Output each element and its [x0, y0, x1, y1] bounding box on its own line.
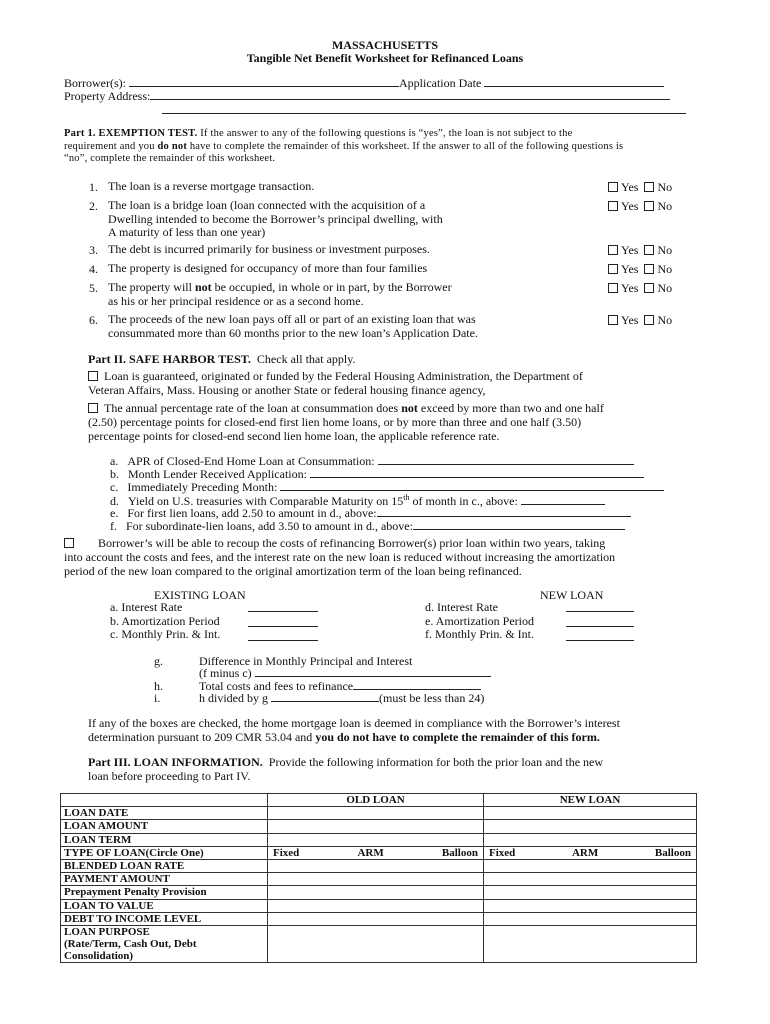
q4-yes-no: Yes No — [608, 262, 672, 277]
table-header-row — [61, 794, 697, 807]
new-loan-amount-cell[interactable] — [484, 820, 697, 833]
option1-checkbox[interactable] — [88, 371, 98, 381]
new-loan-term-cell[interactable] — [484, 833, 697, 846]
loan-information-table — [60, 793, 697, 963]
new-loan-purpose-cell[interactable] — [484, 925, 697, 962]
old-balloon-option[interactable]: Balloon — [441, 846, 478, 859]
table-row: DEBT TO INCOME LEVEL — [61, 912, 697, 925]
table-row: LOAN TO VALUE — [61, 899, 697, 912]
old-loan-purpose-cell[interactable] — [268, 925, 484, 962]
new-loan-type-cell — [484, 846, 697, 859]
part3-heading: Part III. LOAN INFORMATION. — [88, 755, 263, 769]
form-title: Tangible Net Benefit Worksheet for Refinanced Loans — [246, 51, 524, 65]
total-costs-field[interactable] — [353, 679, 481, 690]
table-row: LOAN DATE — [61, 807, 697, 820]
q5-no-checkbox[interactable] — [644, 283, 654, 293]
q2-yes-checkbox[interactable] — [608, 201, 618, 211]
worksheet-page: MASSACHUSETTS Tangible Net Benefit Worksheet for Refinanced Loans Borrower(s): Application Date Property Address: Part 1. EXEMPTION TEST. If the answer to any of the following questions is “yes”, the loan is not subject to the requirement and you do not have to complete the remainder of this worksheet. If the answer to all of the following questions is “no”, complete the remainder of this worksheet. 1. The loan is a reverse mortgage transaction. 2. The loan is a bridge loan (loan connected with the acquisition of a Dwelling intended to become the Borrower’s principal dwelling, with A maturity of less than one year) 3. The debt is incurred primarily for business or investment purposes. 4. The property is designed for occupancy of more than four families 5. The property will not be occupied, in whole or in part, by the Borrower as his or her principal residence or as a second home. 6. The proceeds of the new loan pays off all or part of an existing loan that was consummated more than 60 months prior to the new loan’s Application Date. Yes No Yes No Yes No Yes No Yes No Yes No Part II. SAFE HARBOR TEST. Check all that apply. Loan is guaranteed, originated or funded by the Federal Housing Administration, the Department of Veteran Affairs, Mass. Housing or another State or federal housing finance agency, The annual percentage rate of the loan at consummation does not exceed by more than two and one half (2.50) percentage points for closed-end first lien home loans, or by more than three and one half (3.50) percentage points for closed-end second lien home loan, the applicable reference rate. a. APR of Closed-End Home Loan at Consummation: b. Month Lender Received Application: c. Immediately Preceding Month: d. Yield on U.S. treasuries with Comparable Maturity on 15th of month in c., above: e. For first lien loans, add 2.50 to amount in d., above: f. For subordinate-lien loans, add 3.50 to amount in d., above: Borrower’s will be able to recoup the costs of refinancing Borrower(s) prior loan within two years, taking into account the costs and fees, and the interest rate on the new loan is reduced without increasing the amortization period of the new loan compared to the original amortization term of the loan being refinanced. EXISTING LOAN NEW LOAN a. Interest Rate b. Amortization Period c. Monthly Prin. & Int. d. Interest Rate e. Amortization Period f. Monthly Prin. & Int. g. Difference in Monthly Principal and Interest (f minus c) h. Total costs and fees to refinance i. h divided by g (must be less than 24) If any of the boxes are checked, the home mortgage loan is deemed in compliance with the Borrower’s interest determination pursuant to 209 CMR 53.04 and you do not have to complete the remainder of this form. Part III. LOAN INFORMATION. Provide the following information for both the prior loan and the new loan before proceeding to Part IV. OLD LOAN NEW LOAN LOAN DATE LOAN AMOUNT LOAN TERM TYPE OF LOAN(Circle One) Fixed ARM Balloon Fixed ARM Balloon BLENDED LOAN RATE PAYMENT AMOUNT Prepayment Penalty Provision LOAN TO VALUE DEBT TO INCOME LEVEL LOAN PURPOSE (Rate/Term, Cash Out, Debt Consolidation) — [0, 0, 770, 1024]
q1-yes-no: Yes No — [608, 180, 672, 195]
q3-yes-checkbox[interactable] — [608, 245, 618, 255]
subordinate-lien-field[interactable] — [413, 519, 625, 530]
new-loan-rows: d. Interest Rate e. Amortization Period f. Monthly Prin. & Int. — [425, 600, 535, 641]
q1-no-checkbox[interactable] — [644, 182, 654, 192]
new-interest-rate-field[interactable] — [566, 601, 634, 612]
safe-harbor-option-2: The annual percentage rate of the loan at consummation does not exceed by more than two and one half (2.50) percentage points for closed-end first lien home loans, or by more than three and one half (3.50) percentage points for closed-end second lien home loan, the applicable reference rate. — [88, 401, 604, 443]
q1-yes-checkbox[interactable] — [608, 182, 618, 192]
q2-no-checkbox[interactable] — [644, 201, 654, 211]
new-blended-rate-cell[interactable] — [484, 859, 697, 872]
new-loan-heading: NEW LOAN — [540, 588, 604, 602]
old-loan-term-cell[interactable] — [268, 833, 484, 846]
existing-loan-fields — [248, 601, 318, 641]
option3-checkbox[interactable] — [64, 538, 74, 548]
new-loan-fields — [566, 601, 634, 641]
existing-loan-heading: EXISTING LOAN — [154, 588, 246, 602]
new-prepayment-cell[interactable] — [484, 886, 697, 899]
old-payment-amount-cell[interactable] — [268, 873, 484, 886]
existing-interest-rate-field[interactable] — [248, 601, 318, 612]
new-monthly-pi-field[interactable] — [566, 630, 634, 641]
new-ltv-cell[interactable] — [484, 899, 697, 912]
table-row: BLENDED LOAN RATE — [61, 859, 697, 872]
month-received-field[interactable] — [310, 467, 644, 478]
old-loan-header: OLD LOAN — [268, 794, 484, 807]
q4-yes-checkbox[interactable] — [608, 264, 618, 274]
new-payment-amount-cell[interactable] — [484, 873, 697, 886]
q6-yes-no: Yes No — [608, 313, 672, 328]
apr-item-a: a. APR of Closed-End Home Loan at Consummation: — [110, 454, 634, 469]
first-lien-field[interactable] — [377, 506, 631, 517]
preceding-month-field[interactable] — [280, 480, 664, 491]
old-loan-date-cell[interactable] — [268, 807, 484, 820]
recoup-months-field[interactable] — [271, 691, 379, 702]
q5-yes-no: Yes No — [608, 281, 672, 296]
new-arm-option[interactable]: ARM — [571, 846, 599, 859]
borrowers-field[interactable] — [129, 76, 399, 87]
table-row: TYPE OF LOAN(Circle One) Fixed ARM Balloon Fixed ARM Balloon — [61, 846, 697, 859]
old-prepayment-cell[interactable] — [268, 886, 484, 899]
q3-no-checkbox[interactable] — [644, 245, 654, 255]
new-amortization-field[interactable] — [566, 616, 634, 627]
safe-harbor-option-3: Borrower’s will be able to recoup the costs of refinancing Borrower(s) prior loan within two years, taking into account the costs and fees, and the interest rate on the new loan is reduced without increasing the amortization period of the new loan compared to the original amortization term of the loan being refinanced. — [64, 536, 616, 578]
table-row: PAYMENT AMOUNT — [61, 873, 697, 886]
compliance-note: If any of the boxes are checked, the home mortgage loan is deemed in compliance with the Borrower’s interest determination pursuant to 209 CMR 53.04 and you do not have to complete the remainder of this form. — [88, 716, 620, 744]
old-loan-amount-cell[interactable] — [268, 820, 484, 833]
apr-item-f: f. For subordinate-lien loans, add 3.50 to amount in d., above: — [110, 519, 625, 534]
table-row: LOAN AMOUNT — [61, 820, 697, 833]
treasury-yield-field[interactable] — [521, 494, 605, 505]
part3-heading-block: Part III. LOAN INFORMATION. Provide the following information for both the prior loan and the new loan before proceeding to Part IV. — [88, 755, 604, 783]
old-blended-rate-cell[interactable] — [268, 859, 484, 872]
option2-checkbox[interactable] — [88, 403, 98, 413]
property-address-line2[interactable] — [162, 113, 686, 114]
apr-item-d: d. Yield on U.S. treasuries with Comparable Maturity on 15th of month in c., above: — [110, 493, 605, 509]
table-row: LOAN PURPOSE (Rate/Term, Cash Out, Debt Consolidation) — [61, 925, 697, 962]
old-dti-cell[interactable] — [268, 912, 484, 925]
new-loan-date-cell[interactable] — [484, 807, 697, 820]
part1-intro: Part 1. EXEMPTION TEST. If the answer to any of the following questions is “yes”, the loan is not subject to the requirement and you do not have to complete the remainder of this worksheet. If the answer to all of the following questions is “no”, complete the remainder of this worksheet. — [64, 128, 624, 164]
part2-heading-row: Part II. SAFE HARBOR TEST. Check all that apply. — [88, 352, 356, 366]
new-fixed-option[interactable]: Fixed — [489, 846, 516, 859]
existing-loan-rows: a. Interest Rate b. Amortization Period c. Monthly Prin. & Int. — [110, 600, 221, 641]
q4-no-checkbox[interactable] — [644, 264, 654, 274]
property-address-row — [64, 89, 670, 104]
old-loan-type-cell — [268, 846, 484, 859]
existing-monthly-pi-field[interactable] — [248, 630, 318, 641]
apr-item-c: c. Immediately Preceding Month: — [110, 480, 664, 495]
old-ltv-cell[interactable] — [268, 899, 484, 912]
application-date-label: Application Date — [398, 76, 482, 90]
application-date-field[interactable] — [484, 76, 664, 87]
q3-yes-no: Yes No — [608, 243, 672, 258]
part2-heading: Part II. SAFE HARBOR TEST. — [88, 352, 251, 366]
q6-no-checkbox[interactable] — [644, 315, 654, 325]
part1-heading: Part 1. EXEMPTION TEST. — [64, 128, 198, 139]
difference-field[interactable] — [255, 666, 491, 677]
q5-yes-checkbox[interactable] — [608, 283, 618, 293]
property-address-field[interactable] — [150, 89, 670, 100]
safe-harbor-option-1: Loan is guaranteed, originated or funded by the Federal Housing Administration, the Department of Veteran Affairs, Mass. Housing or another State or federal housing finance agency, — [88, 369, 583, 397]
new-dti-cell[interactable] — [484, 912, 697, 925]
old-fixed-option[interactable]: Fixed — [273, 846, 300, 859]
old-arm-option[interactable]: ARM — [357, 846, 384, 859]
new-loan-header: NEW LOAN — [484, 794, 697, 807]
property-address-label: Property Address: — [64, 89, 151, 103]
state-title: MASSACHUSETTS — [331, 38, 439, 52]
new-balloon-option[interactable]: Balloon — [654, 846, 691, 859]
q6-yes-checkbox[interactable] — [608, 315, 618, 325]
apr-item-e: e. For first lien loans, add 2.50 to amount in d., above: — [110, 506, 631, 521]
existing-amortization-field[interactable] — [248, 616, 318, 627]
table-row: Prepayment Penalty Provision — [61, 886, 697, 899]
borrowers-label: Borrower(s): — [64, 76, 126, 90]
q2-yes-no: Yes No — [608, 199, 672, 214]
apr-field[interactable] — [378, 454, 634, 465]
apr-item-b: b. Month Lender Received Application: — [110, 467, 644, 482]
table-row: LOAN TERM — [61, 833, 697, 846]
